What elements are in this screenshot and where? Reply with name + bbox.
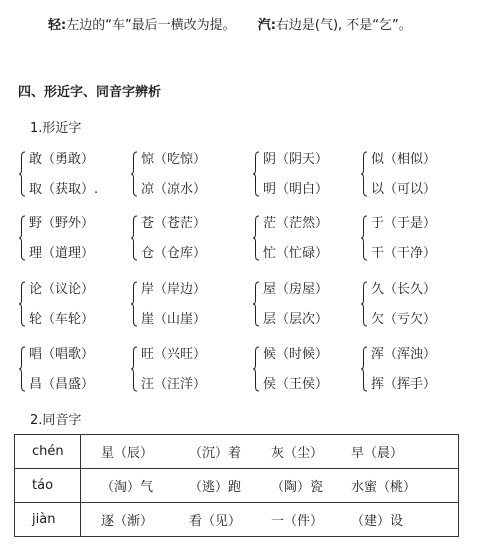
char-pair-top: 似（相似） [371,152,437,167]
brace-icon [130,281,138,327]
char-pair-bottom: 以（可以） [371,182,437,197]
char-pair-group [360,343,470,399]
words-cell [81,469,459,503]
table-row [15,435,459,469]
char-pair-bottom: 忙（忙碌） [263,246,329,261]
char-pair-top: 论（议论） [29,282,95,297]
note-text-qi: 右边是(气), 不是“乞”。 [275,18,412,33]
brace-icon [18,215,26,261]
table-row [15,469,459,503]
similar-chars-title: 1.形近字 [30,121,82,136]
char-pair-group [130,212,240,268]
note-text-qing: 左边的“车”最后一横改为提。 [66,18,236,33]
char-pair-group [18,212,128,268]
brace-icon [18,281,26,327]
brace-icon [18,346,26,392]
words-cell [81,503,459,537]
char-pair-group [130,343,240,399]
word: （陶）瓷 [271,480,324,495]
note-label-qi: 汽: [257,18,276,33]
brace-icon [130,151,138,197]
char-pair-top: 屋（房屋） [263,282,329,297]
brace-icon [252,346,260,392]
pinyin-cell: chén [15,435,81,469]
brace-icon [360,346,368,392]
brace-icon [130,346,138,392]
section-title: 四、形近字、同音字辨析 [18,85,162,100]
char-pair-group [360,212,470,268]
word: 水蜜（桃） [351,480,417,495]
brace-icon [252,281,260,327]
char-pair-group [252,212,362,268]
char-pair-bottom: 理（道理） [29,246,95,261]
char-pair-top: 候（时候） [263,347,329,362]
char-pair-bottom: 侯（王侯） [263,377,329,392]
char-pair-group [130,148,240,204]
homophones-table [14,434,459,537]
char-pair-bottom: 层（层次） [263,312,329,327]
char-pair-top: 久（长久） [371,282,437,297]
note-label-qing: 轻: [48,18,67,33]
char-pair-group [252,343,362,399]
char-pair-group [18,278,128,334]
word: （沉）着 [189,446,242,461]
word: 逐（渐） [101,514,154,529]
pinyin-cell: jiàn [15,503,81,537]
char-pair-bottom: 轮（车轮） [29,312,95,327]
char-pair-bottom: 仓（仓库） [141,246,207,261]
words-cell [81,435,459,469]
char-pair-top: 惊（吃惊） [141,152,207,167]
char-pair-top: 苍（苍茫） [141,216,207,231]
pinyin-cell: táo [15,469,81,503]
char-pair-top: 唱（唱歌） [29,347,95,362]
word: 早（晨） [351,446,404,461]
char-pair-bottom: 干（干净） [371,246,437,261]
table-row [15,503,459,537]
char-pair-group [360,278,470,334]
char-pair-bottom: 挥（挥手） [371,377,437,392]
word: 看（见） [189,514,242,529]
word: （淘）气 [101,480,154,495]
char-pair-group [252,278,362,334]
brace-icon [130,215,138,261]
brace-icon [18,151,26,197]
char-pair-top: 岸（岸边） [141,282,207,297]
char-pair-group [130,278,240,334]
char-pair-group [360,148,470,204]
brace-icon [360,215,368,261]
char-pair-group [18,343,128,399]
char-pair-group [18,148,128,204]
char-pair-top: 茫（茫然） [263,216,329,231]
char-pair-bottom: 凉（凉水） [141,182,207,197]
char-pair-bottom: 昌（昌盛） [29,377,95,392]
brace-icon [252,215,260,261]
char-pair-top: 敢（勇敢） [29,152,95,167]
word: 灰（尘） [271,446,324,461]
char-pair-bottom: 明（明白） [263,182,329,197]
char-pair-bottom: 汪（汪洋） [141,377,207,392]
word: 一（件） [271,514,324,529]
char-pair-top: 阴（阴天） [263,152,329,167]
char-pair-group [252,148,362,204]
char-pair-top: 浑（浑浊） [371,347,437,362]
char-pair-top: 野（野外） [29,216,95,231]
brace-icon [360,281,368,327]
word: （逃）跑 [189,480,242,495]
word: 星（辰） [101,446,154,461]
char-pair-top: 旺（兴旺） [141,347,207,362]
char-pair-bottom: 欠（亏欠） [371,312,437,327]
char-pair-bottom: 取（获取）. [29,182,99,197]
homophones-title: 2.同音字 [30,413,82,428]
char-pair-top: 于（于是） [371,216,437,231]
brace-icon [252,151,260,197]
word: （建）设 [351,514,404,529]
char-pair-bottom: 崖（山崖） [141,312,207,327]
note-line [48,14,488,33]
brace-icon [360,151,368,197]
